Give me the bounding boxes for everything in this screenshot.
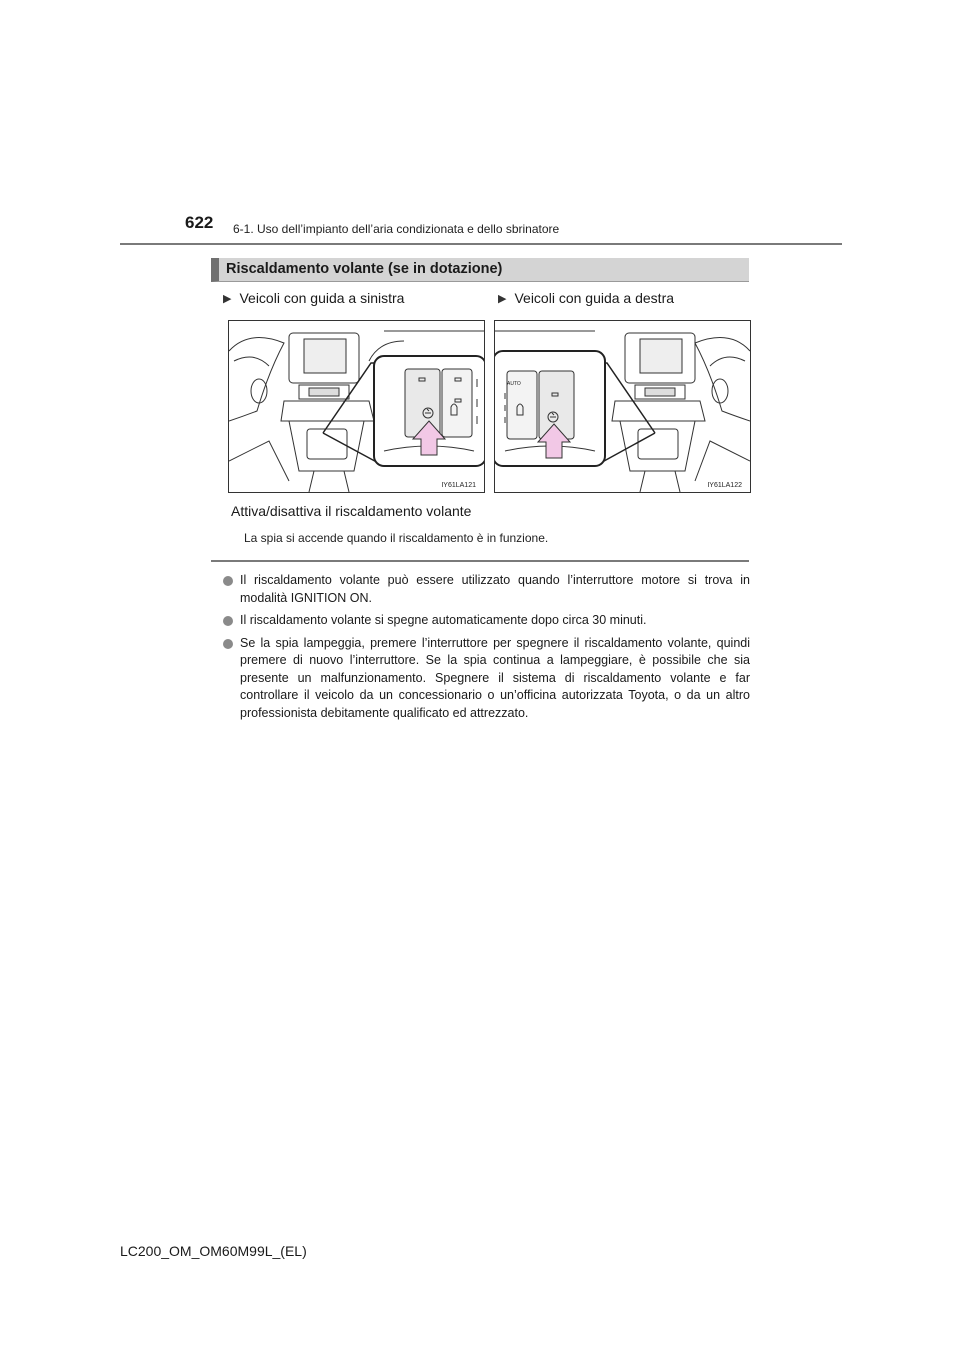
chapter-title: 6-1. Uso dell’impianto dell’aria condizionata e dello sbrinatore xyxy=(233,222,560,236)
document-code: LC200_OM_OM60M99L_(EL) xyxy=(120,1243,307,1259)
bullet-dot-icon xyxy=(223,576,233,586)
figure-caption: Attiva/disattiva il riscaldamento volante xyxy=(231,503,472,519)
header-divider xyxy=(120,243,842,245)
page-number: 622 xyxy=(185,213,214,232)
triangle-bullet-icon: ▶ xyxy=(223,293,232,305)
indicator-note: La spia si accende quando il riscaldamento è in funzione. xyxy=(244,531,549,545)
figure-code: IY61LA121 xyxy=(441,482,476,489)
panel-label: AUTO xyxy=(507,381,521,387)
variant-label-left-hand-drive xyxy=(223,290,404,306)
list-item-text: Il riscaldamento volante può essere utilizzato quando l’interruttore motore si trova in modalità IGNITION ON. xyxy=(240,573,750,605)
variant-label-right-hand-drive xyxy=(498,290,674,306)
list-item-text: Se la spia lampeggia, premere l’interruttore per spegnere il riscaldamento volante, quindi premere di nuovo l’interruttore. Se la spia continua a lampeggiare, è possibile che sia presente un malfunzionamento. Spegnere il sistema di riscaldamento volante e far controllare il veicolo da un concessionario o un’officina autorizzata Toyota, o da un altro professionista debitamente qualificato ed attrezzato. xyxy=(240,635,750,720)
figure-code: IY61LA122 xyxy=(707,482,742,489)
section-divider xyxy=(211,560,749,562)
dashboard-illustration-lhd xyxy=(229,321,484,492)
figure-right-hand-drive xyxy=(494,320,751,493)
figure-left-hand-drive xyxy=(228,320,485,493)
triangle-bullet-icon: ▶ xyxy=(498,293,507,305)
section-title: Riscaldamento volante (se in dotazione) xyxy=(226,261,503,277)
bullet-dot-icon xyxy=(223,639,233,649)
list-item xyxy=(222,572,750,607)
variant-label-text: Veicoli con guida a destra xyxy=(514,290,675,306)
notes-list xyxy=(222,572,750,727)
dashboard-illustration-rhd xyxy=(495,321,750,492)
list-item xyxy=(222,635,750,723)
list-item xyxy=(222,612,750,630)
section-heading-bar xyxy=(211,258,749,282)
list-item-text: Il riscaldamento volante si spegne automaticamente dopo circa 30 minuti. xyxy=(240,613,647,627)
bullet-dot-icon xyxy=(223,616,233,626)
variant-label-text: Veicoli con guida a sinistra xyxy=(239,290,405,306)
